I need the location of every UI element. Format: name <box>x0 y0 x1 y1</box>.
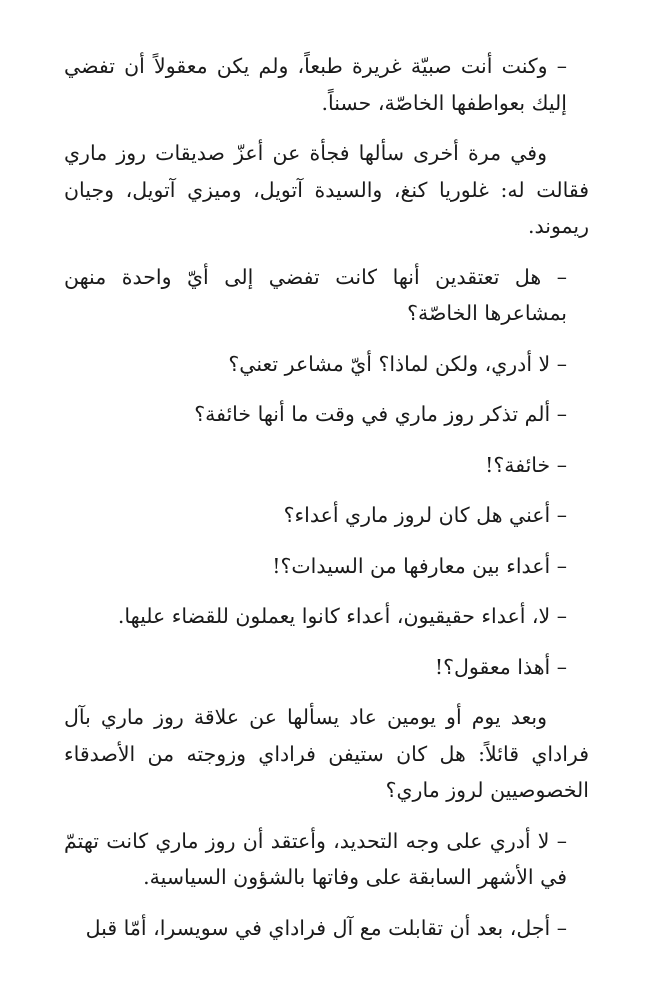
dialogue-line: – أعداء بين معارفها من السيدات؟! <box>272 553 567 578</box>
dialogue-line: – لا، أعداء حقيقيون، أعداء كانوا يعملون للقضاء عليها. <box>117 604 567 628</box>
paragraph: وفي مرة أخرى سألها فجأة عن أعزّ صديقات روز ماري فقالت له: غلوريا كنغ، والسيدة آتويل، وميزي آتويل، وجيان ريموند. <box>64 141 589 238</box>
dialogue-line: – لا أدري، ولكن لماذا؟ أيّ مشاعر تعني؟ <box>228 351 567 376</box>
book-page <box>64 48 589 960</box>
dialogue-line: – خائفة؟! <box>485 452 567 477</box>
dialogue-line: – هل تعتقدين أنها كانت تفضي إلى أيّ واحدة منهن بمشاعرها الخاصّة؟ <box>64 264 567 325</box>
dialogue-line: – أجل، بعد أن تقابلت مع آل فراداي في سويسرا، أمّا قبل <box>85 915 567 940</box>
dialogue-line: – وكنت أنت صبيّة غريرة طبعاً، ولم يكن معقولاً أن تفضي إليك بعواطفها الخاصّة، حسناً. <box>64 54 567 115</box>
paragraph: وبعد يوم أو يومين عاد يسألها عن علاقة روز ماري بآل فراداي قائلاً: هل كان ستيفن فراداي وزوجته من الأصدقاء الخصوصيين لروز ماري؟ <box>64 705 589 802</box>
dialogue-line: – لا أدري على وجه التحديد، وأعتقد أن روز ماري كانت تهتمّ في الأشهر السابقة على وفاتها بالشؤون السياسية. <box>64 828 567 889</box>
dialogue-line: – أهذا معقول؟! <box>434 654 567 679</box>
dialogue-line: – ألم تذكر روز ماري في وقت ما أنها خائفة؟ <box>194 402 567 426</box>
dialogue-line: – أعني هل كان لروز ماري أعداء؟ <box>283 503 567 527</box>
